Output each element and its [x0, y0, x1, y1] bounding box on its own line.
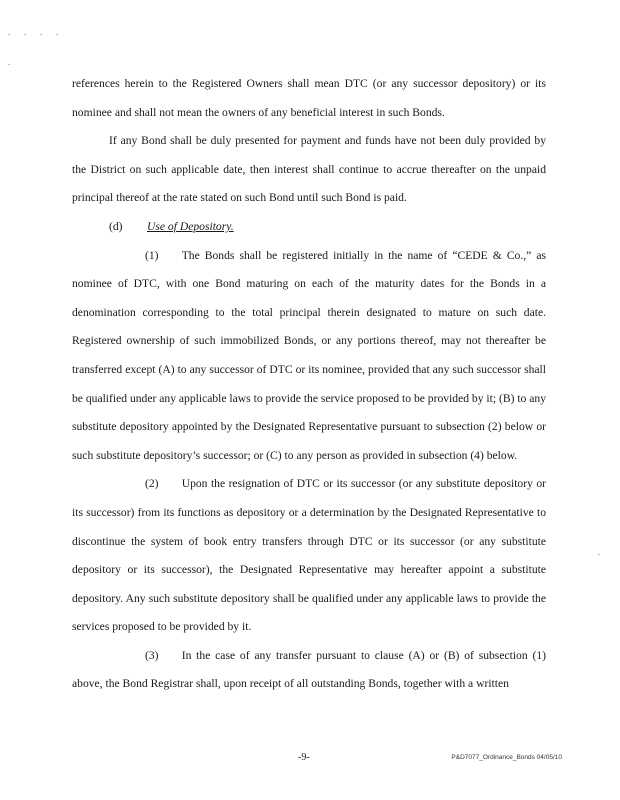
scan-speck: .: [598, 548, 600, 557]
paragraph-continuation: references herein to the Registered Owners shall mean DTC (or any successor depository) or its nominee and shall not mean the owners of any beneficial interest in such Bonds.: [72, 77, 546, 119]
paragraph-3: (3) In the case of any transfer pursuant to clause (A) or (B) of subsection (1) above, the Bond Registrar shall, upon receipt of all outstanding Bonds, together with a written: [72, 648, 546, 691]
footer-doc-id: P&D7077_Ordinance_Bonds 04/05/10: [451, 754, 562, 761]
scan-speck: .: [8, 58, 10, 67]
paragraph-2: (2) Upon the resignation of DTC or its successor (or any substitute depository or its successor) from its functions as depository or a determination by the Designated Representative to discontinue the system of book entry transfers through DTC or its successor (or any substitute depository or its successor), the Designated Representative may hereafter appoint a substitute depository. Any such substitute depository shall be qualified under any applicable laws to provide the services proposed to be provided by it.: [72, 477, 546, 634]
section-title: Use of Depository.: [147, 219, 234, 233]
paragraph-1: (1) The Bonds shall be registered initially in the name of “CEDE & Co.,” as nominee of DTC, with one Bond maturing on each of the maturity dates for the Bonds in a denomination corresponding to the total principal therein designated to mature on such date. Registered ownership of such immobilized Bonds, or any portions thereof, may not thereafter be transferred except (A) to any successor of DTC or its nominee, provided that any such successor shall be qualified under any applicable laws to provide the service proposed to be provided by it; (B) to any substitute depository appointed by the Designated Representative pursuant to subsection (2) below or such substitute depository’s successor; or (C) to any person as provided in subsection (4) below.: [72, 248, 546, 462]
paragraph-payment: If any Bond shall be duly presented for payment and funds have not been duly provided by the District on such applicable date, then interest shall continue to accrue thereafter on the unpaid principal thereof at the rate stated on such Bond until such Bond is paid.: [72, 134, 546, 205]
body-text: [72, 70, 546, 699]
section-heading: [72, 213, 546, 242]
scan-specks: . . . .: [8, 28, 64, 37]
page-number: -9-: [298, 752, 310, 763]
section-number: (d): [109, 219, 123, 233]
